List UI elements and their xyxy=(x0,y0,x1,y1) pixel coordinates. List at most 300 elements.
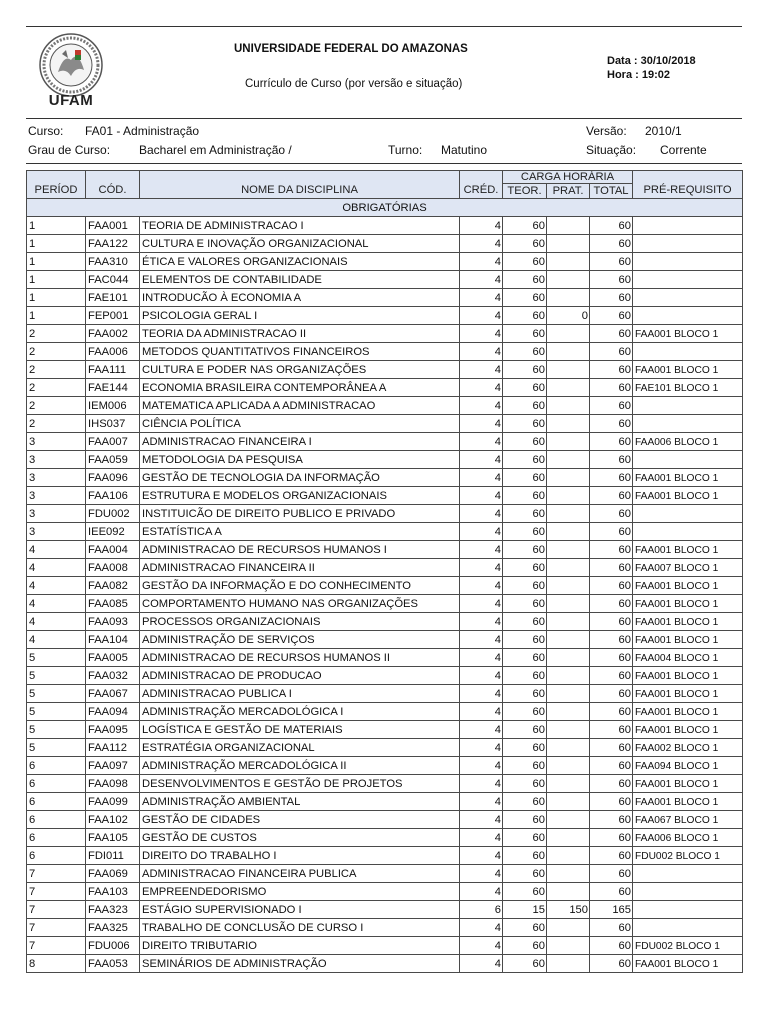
cell-teorica: 60 xyxy=(503,811,547,829)
table-row xyxy=(27,217,743,235)
cell-periodo: 6 xyxy=(27,847,86,865)
cell-codigo: FEP001 xyxy=(86,307,140,325)
cell-creditos: 4 xyxy=(460,667,503,685)
cell-pratica xyxy=(547,955,590,973)
cell-prerequisito xyxy=(633,289,743,307)
cell-pratica xyxy=(547,937,590,955)
cell-total: 60 xyxy=(590,253,633,271)
cell-codigo: FDI011 xyxy=(86,847,140,865)
cell-teorica: 60 xyxy=(503,721,547,739)
cell-creditos: 6 xyxy=(460,901,503,919)
table-row xyxy=(27,469,743,487)
cell-pratica: 150 xyxy=(547,901,590,919)
cell-prerequisito xyxy=(633,343,743,361)
cell-periodo: 3 xyxy=(27,469,86,487)
cell-periodo: 7 xyxy=(27,919,86,937)
cell-codigo: FDU002 xyxy=(86,505,140,523)
logo-text: UFAM xyxy=(48,92,94,109)
cell-total: 60 xyxy=(590,937,633,955)
cell-prerequisito: FAA067 BLOCO 1 xyxy=(633,811,743,829)
cell-total: 60 xyxy=(590,343,633,361)
cell-teorica: 60 xyxy=(503,541,547,559)
cell-total: 60 xyxy=(590,649,633,667)
cell-pratica xyxy=(547,433,590,451)
cell-nome: DIREITO TRIBUTARIO xyxy=(140,937,460,955)
cell-total: 60 xyxy=(590,721,633,739)
cell-creditos: 4 xyxy=(460,397,503,415)
cell-nome: GESTÃO DE TECNOLOGIA DA INFORMAÇÃO xyxy=(140,469,460,487)
cell-nome: TRABALHO DE CONCLUSÃO DE CURSO I xyxy=(140,919,460,937)
grau-label: Grau de Curso: xyxy=(28,143,111,157)
cell-periodo: 1 xyxy=(27,307,86,325)
curriculum-table xyxy=(26,170,743,973)
cell-nome: ADMINISTRACAO FINANCEIRA II xyxy=(140,559,460,577)
cell-teorica: 60 xyxy=(503,487,547,505)
cell-periodo: 6 xyxy=(27,811,86,829)
cell-pratica xyxy=(547,883,590,901)
cell-teorica: 60 xyxy=(503,577,547,595)
cell-creditos: 4 xyxy=(460,289,503,307)
cell-creditos: 4 xyxy=(460,829,503,847)
cell-total: 60 xyxy=(590,397,633,415)
table-row xyxy=(27,397,743,415)
cell-pratica xyxy=(547,829,590,847)
cell-nome: GESTÃO DE CUSTOS xyxy=(140,829,460,847)
cell-prerequisito xyxy=(633,865,743,883)
cell-periodo: 6 xyxy=(27,829,86,847)
cell-total: 60 xyxy=(590,217,633,235)
turno-value: Matutino xyxy=(441,143,488,157)
table-row xyxy=(27,775,743,793)
cell-teorica: 60 xyxy=(503,361,547,379)
cell-prerequisito: FAA004 BLOCO 1 xyxy=(633,649,743,667)
cell-total: 60 xyxy=(590,613,633,631)
table-row xyxy=(27,865,743,883)
cell-pratica xyxy=(547,487,590,505)
cell-nome: EMPREENDEDORISMO xyxy=(140,883,460,901)
cell-pratica xyxy=(547,757,590,775)
cell-pratica xyxy=(547,649,590,667)
cell-codigo: FAA007 xyxy=(86,433,140,451)
cell-codigo: FAE101 xyxy=(86,289,140,307)
cell-pratica xyxy=(547,451,590,469)
cell-creditos: 4 xyxy=(460,559,503,577)
cell-creditos: 4 xyxy=(460,415,503,433)
cell-codigo: FAA122 xyxy=(86,235,140,253)
cell-teorica: 60 xyxy=(503,235,547,253)
cell-nome: INTRODUCÃO À ECONOMIA A xyxy=(140,289,460,307)
cell-codigo: FDU006 xyxy=(86,937,140,955)
cell-total: 60 xyxy=(590,559,633,577)
table-row xyxy=(27,505,743,523)
cell-total: 60 xyxy=(590,955,633,973)
cell-prerequisito xyxy=(633,505,743,523)
cell-creditos: 4 xyxy=(460,703,503,721)
cell-codigo: FAA093 xyxy=(86,613,140,631)
cell-prerequisito xyxy=(633,451,743,469)
cell-teorica: 60 xyxy=(503,307,547,325)
university-title: UNIVERSIDADE FEDERAL DO AMAZONAS xyxy=(234,43,468,55)
cell-teorica: 60 xyxy=(503,271,547,289)
cell-codigo: FAA102 xyxy=(86,811,140,829)
cell-total: 60 xyxy=(590,829,633,847)
cell-creditos: 4 xyxy=(460,451,503,469)
section-row xyxy=(27,199,743,217)
cell-total: 60 xyxy=(590,505,633,523)
header-divider xyxy=(26,118,742,119)
table-row xyxy=(27,793,743,811)
cell-creditos: 4 xyxy=(460,325,503,343)
cell-total: 60 xyxy=(590,523,633,541)
cell-codigo: FAA004 xyxy=(86,541,140,559)
cell-periodo: 2 xyxy=(27,397,86,415)
cell-prerequisito xyxy=(633,307,743,325)
cell-periodo: 3 xyxy=(27,487,86,505)
cell-teorica: 60 xyxy=(503,595,547,613)
table-row xyxy=(27,343,743,361)
cell-creditos: 4 xyxy=(460,613,503,631)
col-prat-header: PRAT. xyxy=(547,184,590,199)
cell-pratica xyxy=(547,847,590,865)
cell-codigo: FAA097 xyxy=(86,757,140,775)
cell-teorica: 60 xyxy=(503,919,547,937)
cell-teorica: 60 xyxy=(503,415,547,433)
cell-total: 60 xyxy=(590,379,633,397)
cell-periodo: 4 xyxy=(27,577,86,595)
cell-total: 60 xyxy=(590,865,633,883)
col-nome-header: NOME DA DISCIPLINA xyxy=(140,171,460,199)
cell-nome: INSTITUICÃO DE DIREITO PUBLICO E PRIVADO xyxy=(140,505,460,523)
cell-total: 60 xyxy=(590,577,633,595)
cell-pratica xyxy=(547,559,590,577)
report-date: Data : 30/10/2018 xyxy=(607,55,696,67)
cell-prerequisito: FAA001 BLOCO 1 xyxy=(633,793,743,811)
cell-nome: ADMINISTRACAO FINANCEIRA I xyxy=(140,433,460,451)
cell-codigo: FAA094 xyxy=(86,703,140,721)
cell-nome: ADMINISTRAÇÃO MERCADOLÓGICA II xyxy=(140,757,460,775)
cell-pratica xyxy=(547,595,590,613)
table-row xyxy=(27,325,743,343)
cell-prerequisito: FAA001 BLOCO 1 xyxy=(633,325,743,343)
col-prereq-header: PRÉ-REQUISITO xyxy=(633,171,743,199)
cell-prerequisito: FAA001 BLOCO 1 xyxy=(633,685,743,703)
cell-prerequisito xyxy=(633,397,743,415)
cell-pratica xyxy=(547,469,590,487)
table-row xyxy=(27,955,743,973)
cell-periodo: 7 xyxy=(27,883,86,901)
versao-label: Versão: xyxy=(586,124,627,138)
cell-creditos: 4 xyxy=(460,847,503,865)
cell-prerequisito xyxy=(633,253,743,271)
situacao-value: Corrente xyxy=(660,143,707,157)
table-row xyxy=(27,523,743,541)
cell-teorica: 60 xyxy=(503,523,547,541)
cell-periodo: 5 xyxy=(27,739,86,757)
cell-creditos: 4 xyxy=(460,541,503,559)
cell-codigo: FAA085 xyxy=(86,595,140,613)
cell-prerequisito xyxy=(633,919,743,937)
cell-teorica: 60 xyxy=(503,739,547,757)
cell-creditos: 4 xyxy=(460,685,503,703)
cell-periodo: 4 xyxy=(27,559,86,577)
cell-nome: SEMINÁRIOS DE ADMINISTRAÇÃO xyxy=(140,955,460,973)
cell-total: 60 xyxy=(590,235,633,253)
cell-prerequisito: FAA001 BLOCO 1 xyxy=(633,613,743,631)
cell-total: 165 xyxy=(590,901,633,919)
cell-creditos: 4 xyxy=(460,649,503,667)
cell-codigo: FAA111 xyxy=(86,361,140,379)
cell-pratica xyxy=(547,865,590,883)
cell-total: 60 xyxy=(590,811,633,829)
table-row xyxy=(27,577,743,595)
cell-teorica: 60 xyxy=(503,325,547,343)
cell-periodo: 2 xyxy=(27,325,86,343)
cell-nome: CIÊNCIA POLÍTICA xyxy=(140,415,460,433)
cell-codigo: FAA082 xyxy=(86,577,140,595)
cell-prerequisito xyxy=(633,271,743,289)
cell-nome: CULTURA E PODER NAS ORGANIZAÇÕES xyxy=(140,361,460,379)
cell-nome: DESENVOLVIMENTOS E GESTÃO DE PROJETOS xyxy=(140,775,460,793)
table-row xyxy=(27,847,743,865)
cell-teorica: 60 xyxy=(503,397,547,415)
cell-nome: CULTURA E INOVAÇÃO ORGANIZACIONAL xyxy=(140,235,460,253)
cell-total: 60 xyxy=(590,415,633,433)
cell-codigo: FAA105 xyxy=(86,829,140,847)
cell-periodo: 3 xyxy=(27,433,86,451)
table-row xyxy=(27,721,743,739)
cell-codigo: FAA006 xyxy=(86,343,140,361)
table-row xyxy=(27,685,743,703)
cell-pratica xyxy=(547,361,590,379)
cell-nome: METODOLOGIA DA PESQUISA xyxy=(140,451,460,469)
cell-pratica xyxy=(547,775,590,793)
cell-creditos: 4 xyxy=(460,955,503,973)
cell-prerequisito: FAA006 BLOCO 1 xyxy=(633,433,743,451)
cell-creditos: 4 xyxy=(460,505,503,523)
cell-codigo: FAA002 xyxy=(86,325,140,343)
cell-codigo: FAA059 xyxy=(86,451,140,469)
col-cred-header: CRÉD. xyxy=(460,171,503,199)
cell-total: 60 xyxy=(590,757,633,775)
cell-periodo: 5 xyxy=(27,721,86,739)
cell-prerequisito: FDU002 BLOCO 1 xyxy=(633,937,743,955)
cell-codigo: FAA008 xyxy=(86,559,140,577)
cell-periodo: 4 xyxy=(27,631,86,649)
cell-creditos: 4 xyxy=(460,811,503,829)
cell-pratica xyxy=(547,325,590,343)
cell-total: 60 xyxy=(590,775,633,793)
turno-label: Turno: xyxy=(388,143,423,157)
cell-prerequisito: FAA001 BLOCO 1 xyxy=(633,361,743,379)
curriculum-rows xyxy=(27,217,743,973)
cell-total: 60 xyxy=(590,289,633,307)
cell-creditos: 4 xyxy=(460,433,503,451)
cell-teorica: 60 xyxy=(503,847,547,865)
table-row xyxy=(27,811,743,829)
table-row xyxy=(27,271,743,289)
cell-teorica: 60 xyxy=(503,343,547,361)
cell-codigo: FAA323 xyxy=(86,901,140,919)
table-row xyxy=(27,901,743,919)
cell-creditos: 4 xyxy=(460,883,503,901)
top-divider xyxy=(26,26,742,27)
cell-prerequisito: FAA001 BLOCO 1 xyxy=(633,721,743,739)
col-periodo-header: PERÍOD xyxy=(27,171,86,199)
cell-nome: GESTÃO DE CIDADES xyxy=(140,811,460,829)
cell-prerequisito: FAA001 BLOCO 1 xyxy=(633,667,743,685)
cell-pratica xyxy=(547,523,590,541)
cell-pratica xyxy=(547,415,590,433)
cell-prerequisito: FAA002 BLOCO 1 xyxy=(633,739,743,757)
grau-value: Bacharel em Administração / xyxy=(139,143,292,157)
table-row xyxy=(27,703,743,721)
cell-periodo: 2 xyxy=(27,379,86,397)
cell-pratica: 0 xyxy=(547,307,590,325)
cell-prerequisito: FAE101 BLOCO 1 xyxy=(633,379,743,397)
cell-periodo: 1 xyxy=(27,253,86,271)
cell-periodo: 4 xyxy=(27,541,86,559)
cell-nome: ADMINISTRACAO FINANCEIRA PUBLICA xyxy=(140,865,460,883)
cell-total: 60 xyxy=(590,541,633,559)
cell-total: 60 xyxy=(590,307,633,325)
cell-creditos: 4 xyxy=(460,307,503,325)
cell-teorica: 60 xyxy=(503,649,547,667)
cell-nome: ADMINISTRACAO DE PRODUCAO xyxy=(140,667,460,685)
cell-codigo: FAA032 xyxy=(86,667,140,685)
cell-codigo: FAC044 xyxy=(86,271,140,289)
cell-codigo: FAE144 xyxy=(86,379,140,397)
cell-codigo: FAA001 xyxy=(86,217,140,235)
table-row xyxy=(27,541,743,559)
header-row-top xyxy=(27,171,743,184)
col-teor-header: TEOR. xyxy=(503,184,547,199)
cell-pratica xyxy=(547,793,590,811)
cell-teorica: 60 xyxy=(503,937,547,955)
table-row xyxy=(27,379,743,397)
cell-creditos: 4 xyxy=(460,865,503,883)
cell-periodo: 6 xyxy=(27,775,86,793)
cell-pratica xyxy=(547,253,590,271)
table-row xyxy=(27,595,743,613)
table-row xyxy=(27,631,743,649)
cell-teorica: 60 xyxy=(503,667,547,685)
cell-total: 60 xyxy=(590,739,633,757)
cell-teorica: 60 xyxy=(503,775,547,793)
cell-teorica: 60 xyxy=(503,829,547,847)
cell-teorica: 60 xyxy=(503,253,547,271)
cell-teorica: 15 xyxy=(503,901,547,919)
table-row xyxy=(27,829,743,847)
cell-nome: ELEMENTOS DE CONTABILIDADE xyxy=(140,271,460,289)
course-divider xyxy=(26,163,742,164)
cell-periodo: 7 xyxy=(27,901,86,919)
cell-codigo: FAA104 xyxy=(86,631,140,649)
cell-periodo: 6 xyxy=(27,793,86,811)
cell-total: 60 xyxy=(590,919,633,937)
cell-creditos: 4 xyxy=(460,523,503,541)
cell-teorica: 60 xyxy=(503,793,547,811)
cell-periodo: 2 xyxy=(27,361,86,379)
table-row xyxy=(27,415,743,433)
table-row xyxy=(27,559,743,577)
cell-nome: ADMINISTRACAO DE RECURSOS HUMANOS I xyxy=(140,541,460,559)
cell-prerequisito: FAA007 BLOCO 1 xyxy=(633,559,743,577)
cell-creditos: 4 xyxy=(460,235,503,253)
cell-codigo: FAA069 xyxy=(86,865,140,883)
cell-periodo: 8 xyxy=(27,955,86,973)
cell-periodo: 7 xyxy=(27,865,86,883)
cell-codigo: FAA005 xyxy=(86,649,140,667)
cell-periodo: 6 xyxy=(27,757,86,775)
cell-total: 60 xyxy=(590,361,633,379)
cell-prerequisito: FAA001 BLOCO 1 xyxy=(633,955,743,973)
cell-prerequisito: FAA006 BLOCO 1 xyxy=(633,829,743,847)
cell-creditos: 4 xyxy=(460,253,503,271)
report-subtitle: Currículo de Curso (por versão e situação) xyxy=(245,78,463,90)
cell-creditos: 4 xyxy=(460,361,503,379)
cell-codigo: FAA053 xyxy=(86,955,140,973)
cell-pratica xyxy=(547,685,590,703)
cell-periodo: 1 xyxy=(27,271,86,289)
cell-periodo: 1 xyxy=(27,235,86,253)
cell-nome: ESTATÍSTICA A xyxy=(140,523,460,541)
cell-pratica xyxy=(547,919,590,937)
cell-pratica xyxy=(547,667,590,685)
cell-creditos: 4 xyxy=(460,739,503,757)
ufam-seal-icon xyxy=(38,32,104,98)
cell-creditos: 4 xyxy=(460,595,503,613)
cell-nome: LOGÍSTICA E GESTÃO DE MATERIAIS xyxy=(140,721,460,739)
cell-nome: ESTRUTURA E MODELOS ORGANIZACIONAIS xyxy=(140,487,460,505)
cell-total: 60 xyxy=(590,703,633,721)
table-row xyxy=(27,649,743,667)
table-row xyxy=(27,433,743,451)
cell-pratica xyxy=(547,577,590,595)
cell-codigo: FAA067 xyxy=(86,685,140,703)
cell-teorica: 60 xyxy=(503,883,547,901)
cell-creditos: 4 xyxy=(460,379,503,397)
cell-creditos: 4 xyxy=(460,775,503,793)
cell-periodo: 4 xyxy=(27,595,86,613)
table-row xyxy=(27,361,743,379)
cell-nome: METODOS QUANTITATIVOS FINANCEIROS xyxy=(140,343,460,361)
cell-teorica: 60 xyxy=(503,703,547,721)
cell-pratica xyxy=(547,739,590,757)
cell-periodo: 5 xyxy=(27,649,86,667)
cell-teorica: 60 xyxy=(503,451,547,469)
table-row xyxy=(27,937,743,955)
cell-pratica xyxy=(547,613,590,631)
cell-creditos: 4 xyxy=(460,793,503,811)
cell-prerequisito xyxy=(633,235,743,253)
cell-teorica: 60 xyxy=(503,469,547,487)
cell-periodo: 3 xyxy=(27,523,86,541)
cell-codigo: FAA103 xyxy=(86,883,140,901)
cell-total: 60 xyxy=(590,433,633,451)
situacao-label: Situação: xyxy=(586,143,637,157)
cell-prerequisito: FAA001 BLOCO 1 xyxy=(633,469,743,487)
cell-nome: PSICOLOGIA GERAL I xyxy=(140,307,460,325)
table-row xyxy=(27,307,743,325)
cell-teorica: 60 xyxy=(503,865,547,883)
cell-nome: TEORIA DE ADMINISTRACAO I xyxy=(140,217,460,235)
col-total-header: TOTAL xyxy=(590,184,633,199)
versao-value: 2010/1 xyxy=(645,124,682,138)
cell-total: 60 xyxy=(590,793,633,811)
table-row xyxy=(27,757,743,775)
table-row xyxy=(27,289,743,307)
table-row xyxy=(27,739,743,757)
